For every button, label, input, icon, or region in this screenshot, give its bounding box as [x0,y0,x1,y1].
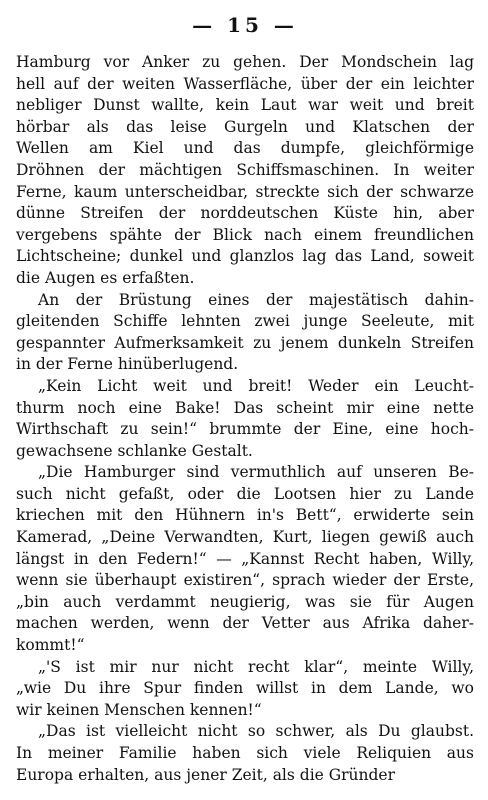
text-line: in der Ferne hinüberlugend. [16,355,239,374]
text-line: Ferne, kaum unterscheidbar, streckte sich der schwarze [16,182,474,201]
text-line: Wirthschaft zu sein!“ brummte der Eine, eine hoch- [16,420,474,439]
text-line: Europa erhalten, aus jener Zeit, als die Gründer [16,765,396,784]
text-line: Dröhnen der mächtigen Schiffsmaschinen. In weiter [16,160,474,179]
text-line: Wellen am Kiel und das dumpfe, gleichförmige [16,139,474,158]
text-line: kriechen mit den Hühnern in's Bett“, erwiderte sein [16,506,474,525]
text-line: hörbar als das leise Gurgeln und Klatschen der [16,117,474,136]
paragraph [16,290,474,376]
text-line: such nicht gefaßt, oder die Lootsen hier zu Lande [16,484,474,503]
text-line: „wie Du ihre Spur finden willst in dem Lande, wo [16,679,474,698]
paragraph [16,462,474,656]
text-line: In meiner Familie haben sich viele Reliquien aus [16,744,474,762]
paragraph [16,721,474,786]
text-line: dünne Streifen der norddeutschen Küste hin, aber [16,204,474,223]
text-line: gewachsene schlanke Gestalt. [16,441,253,460]
text-line: nebliger Dunst wallte, kein Laut war weit und breit [16,96,474,115]
text-line: „'S ist mir nur nicht recht klar“, meinte Willy, [38,657,474,676]
text-line: gleitenden Schiffe lehnten zwei junge Seeleute, mit [16,312,474,331]
text-line: wenn sie überhaupt existiren“, sprach wieder der Erste, [16,571,474,590]
text-line: Hamburg vor Anker zu gehen. Der Mondschein lag [16,53,474,71]
body-text [16,52,474,786]
text-line: „bin auch verdammt neugierig, was sie für Augen [16,592,474,611]
text-line: hell auf der weiten Wasserfläche, über der ein leichter [16,74,474,93]
text-line: die Augen es erfaßten. [16,268,195,287]
text-line: vergebens spähte der Blick nach einem freundlichen [16,225,474,244]
paragraph [16,376,474,462]
text-line: thurm noch eine Bake! Das scheint mir eine nette [16,398,474,417]
text-line: Lichtscheine; dunkel und glanzlos lag das Land, soweit [16,247,474,266]
text-line: wir keinen Menschen kennen!“ [16,700,262,719]
text-line: An der Brüstung eines der majestätisch dahin- [38,290,474,309]
page-number: — 15 — [192,13,298,37]
text-line: kommt!“ [16,636,85,655]
paragraph [16,657,474,722]
text-line: längst in den Federn!“ — „Kannst Recht haben, Willy, [16,549,474,568]
text-line: „Kein Licht weit und breit! Weder ein Leucht- [38,376,474,395]
paragraph [16,52,474,290]
text-line: machen werden, wenn der Vetter aus Afrika daher- [16,614,474,633]
text-line: „Die Hamburger sind vermuthlich auf unseren Be- [38,463,474,482]
text-line: Kamerad, „Deine Verwandten, Kurt, liegen gewiß auch [16,528,474,547]
text-line: „Das ist vielleicht nicht so schwer, als Du glaubst. [38,722,474,741]
text-line: gespannter Aufmerksamkeit zu jenem dunkeln Streifen [16,333,474,352]
